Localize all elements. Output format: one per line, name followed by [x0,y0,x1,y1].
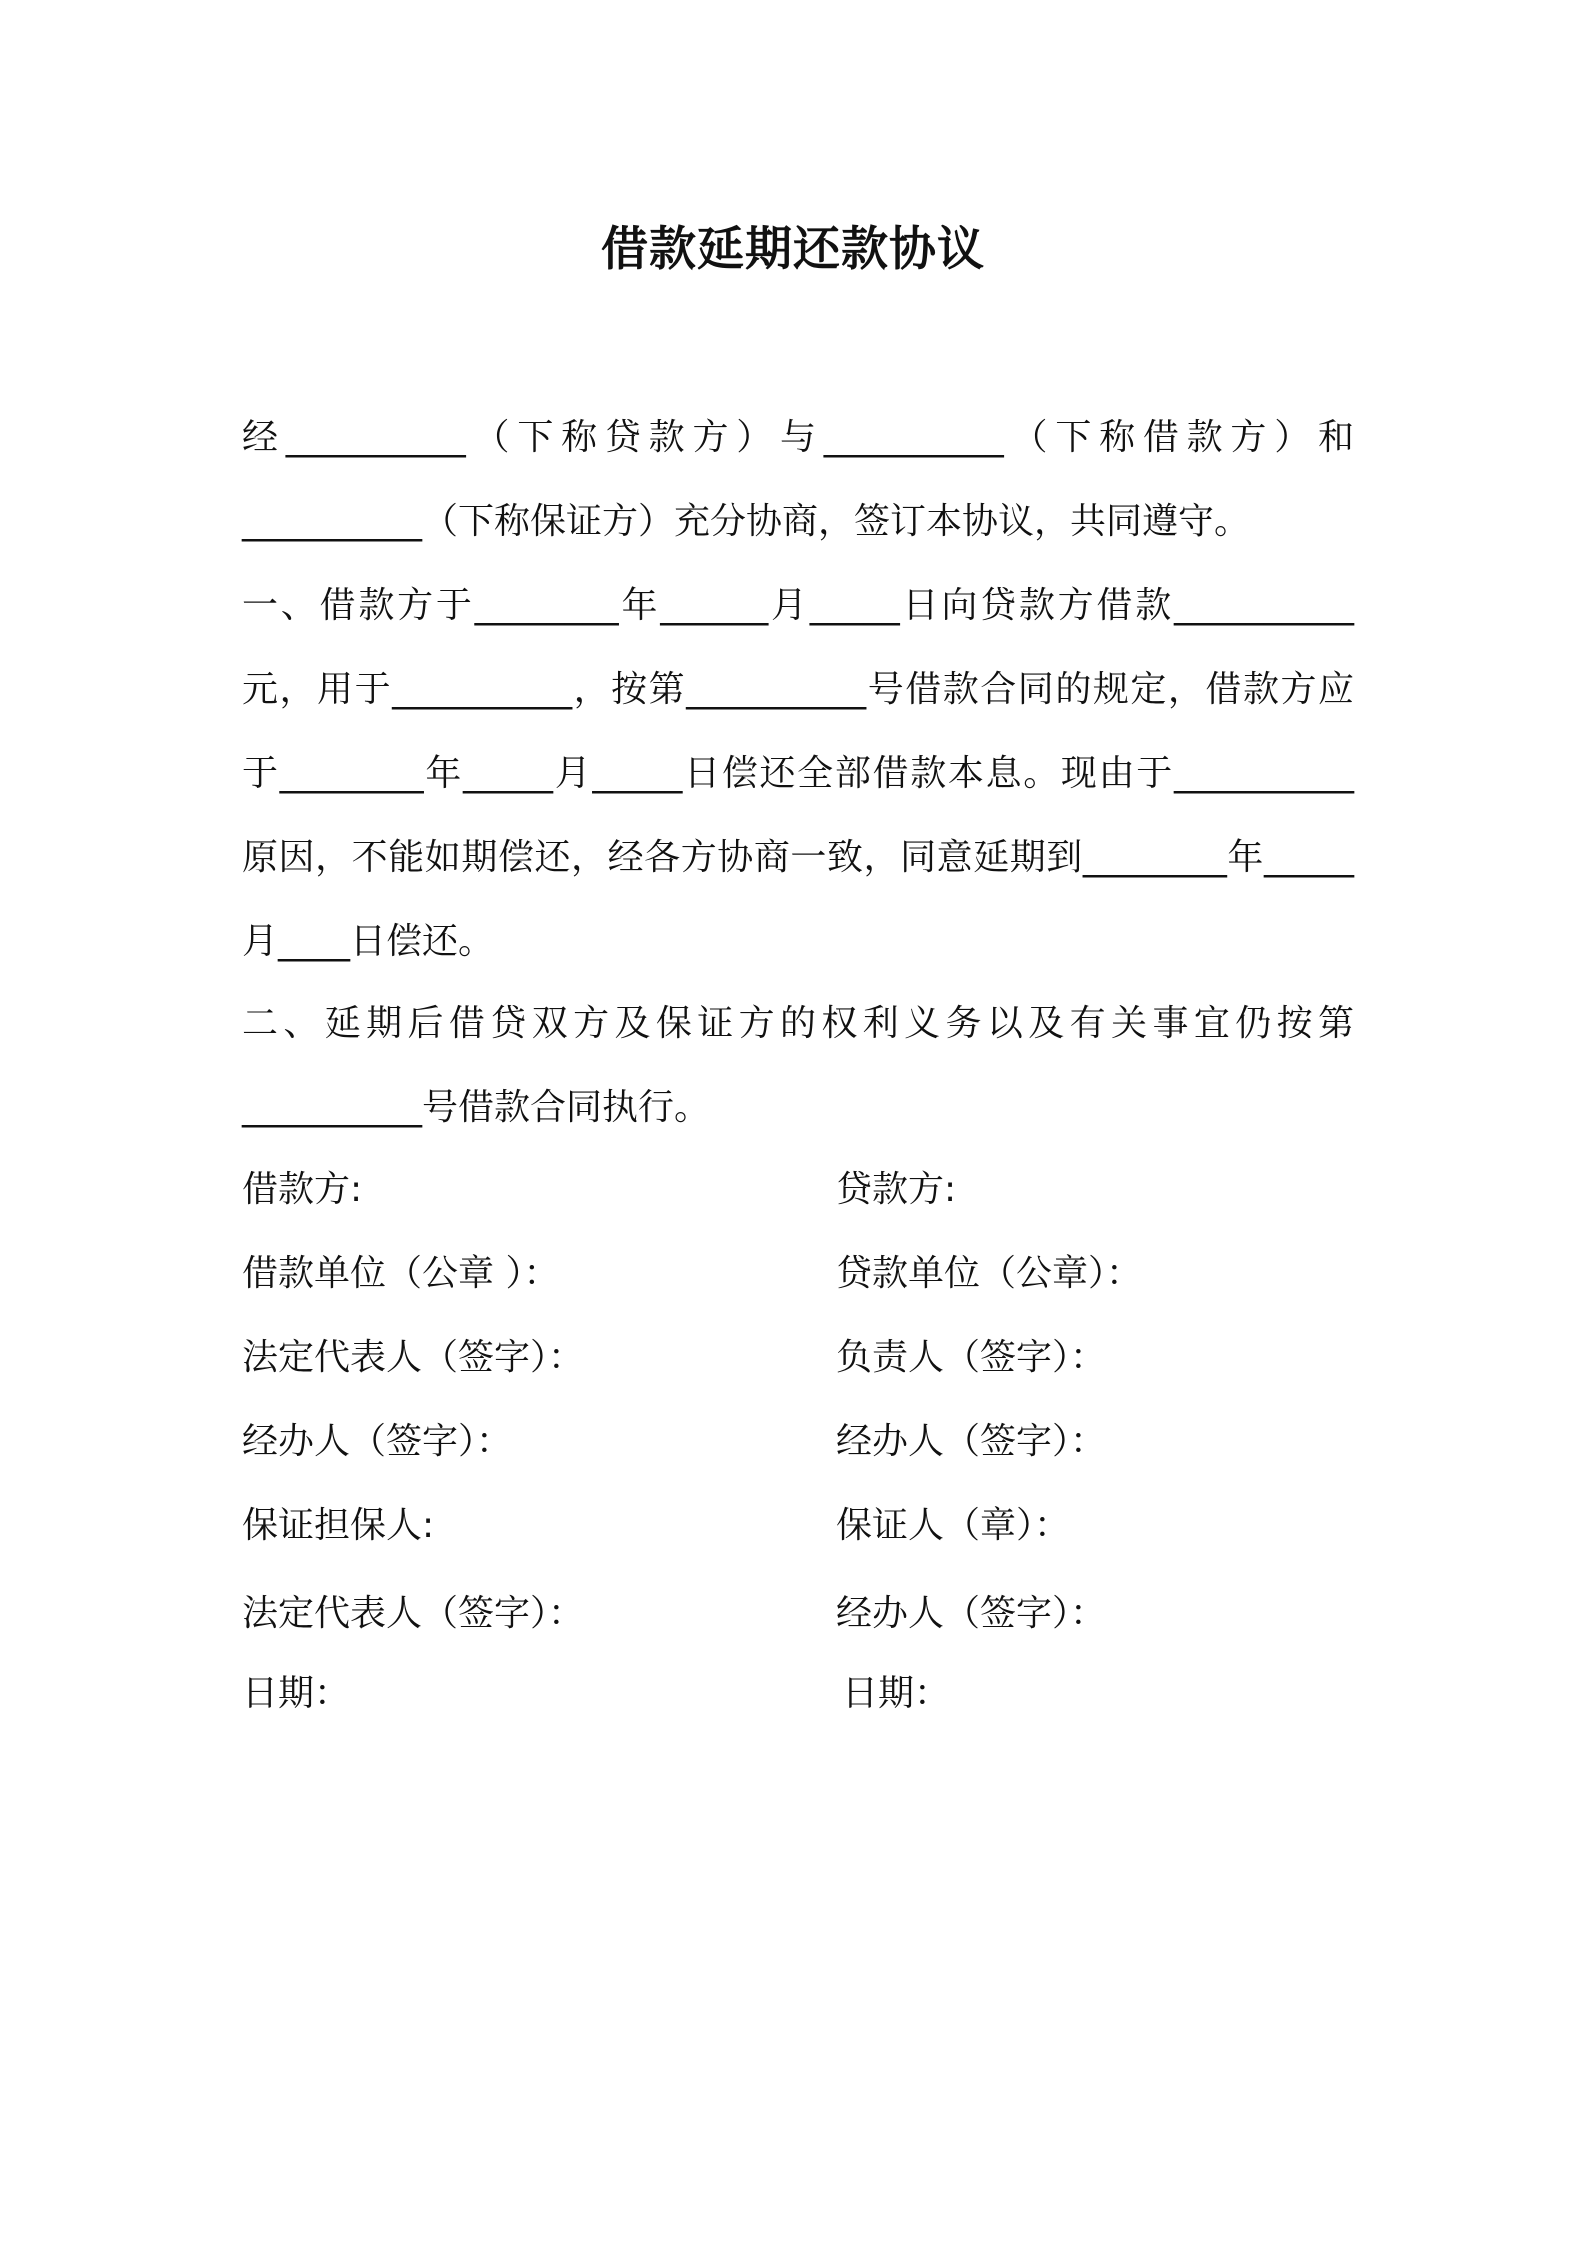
clause-1-line-5: 月____日偿还。 [242,921,495,962]
guarantor-seal-label: 保证人（章）： [836,1505,1071,1546]
clause-2-line-1: 二、延期后借贷双方及保证方的权利义务以及有关事宜仍按第 [242,1003,1354,1044]
lender-label: 贷款方: [836,1169,957,1210]
guarantor-legal-rep-signature-label: 法定代表人（签字）： [242,1593,585,1634]
borrower-unit-seal-label: 借款单位（公章 ）： [242,1253,560,1294]
lender-handler-signature-label: 经办人（签字）： [836,1421,1107,1462]
lender-responsible-signature-label: 负责人（签字）： [836,1337,1107,1378]
guarantor-handler-signature-label: 经办人（签字）： [836,1593,1107,1634]
body-line-2: __________（下称保证方）充分协商，签订本协议，共同遵守。 [242,501,1251,542]
clause-1-line-2: 元，用于__________，按第__________号借款合同的规定，借款方应 [242,669,1354,710]
borrower-label: 借款方: [242,1169,363,1210]
lender-date-label: 日期： [842,1673,951,1714]
clause-1-line-3: 于________年_____月_____日偿还全部借款本息。现由于__________ [242,753,1354,794]
clause-1-line-1: 一、借款方于________年______月_____日向贷款方借款__________ [242,585,1354,626]
borrower-legal-rep-signature-label: 法定代表人（签字）： [242,1337,585,1378]
borrower-handler-signature-label: 经办人（签字）： [242,1421,513,1462]
borrower-date-label: 日期： [242,1673,351,1714]
clause-1-line-4: 原因，不能如期偿还，经各方协商一致，同意延期到________年_____ [242,837,1354,878]
document-title: 借款延期还款协议 [601,222,985,277]
clause-2-line-2: __________号借款合同执行。 [242,1087,711,1128]
lender-unit-seal-label: 贷款单位（公章）： [836,1253,1143,1294]
body-line-1: 经__________（下称贷款方）与__________（下称借款方）和 [242,417,1354,458]
guarantor-label: 保证担保人: [242,1505,435,1546]
